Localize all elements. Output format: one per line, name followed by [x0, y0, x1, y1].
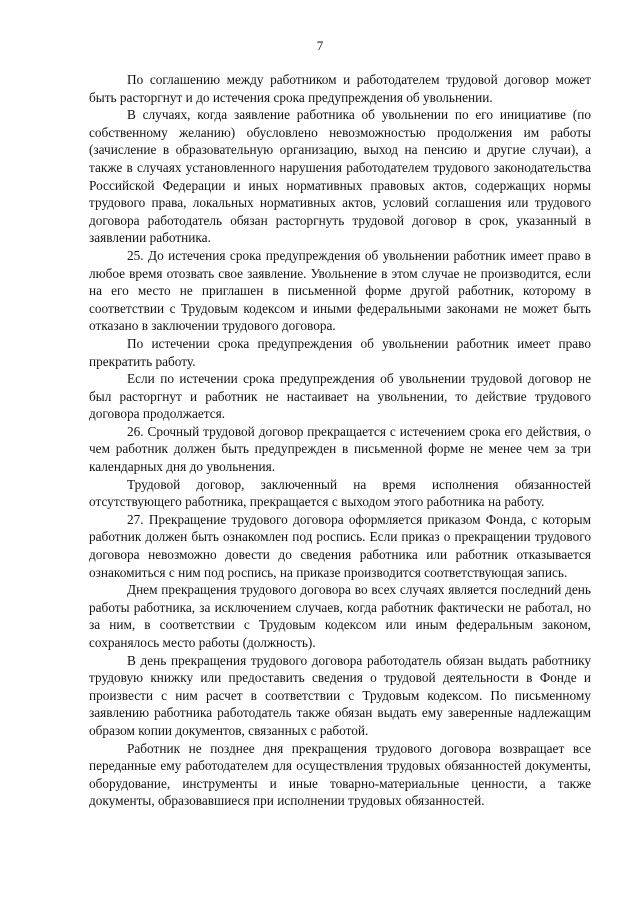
paragraph-return-property: Работник не позднее дня прекращения трудового договора возвращает все переданные ему работодателем для осуществления трудовых обязанностей документы, оборудование, инструменты и иные товарно-материальные ценности, а также документы, образовавшиеся при исполнении трудовых обязанностей. — [89, 740, 591, 809]
paragraph-26-fixed-term: 26. Срочный трудовой договор прекращается с истечением срока его действия, о чем работник должен быть предупрежден в письменной форме не менее чем за три календарных дня до увольнения. — [89, 423, 591, 475]
paragraph-temporary-contract: Трудовой договор, заключенный на время исполнения обязанностей отсутствующего работника, прекращается с выходом этого работника на работу. — [89, 476, 591, 510]
paragraph-contract-continues: Если по истечении срока предупреждения об увольнении трудовой договор не был расторгнут и работник не настаивает на увольнении, то действие трудового договора продолжается. — [89, 371, 591, 422]
paragraph-stop-work: По истечении срока предупреждения об увольнении работник имеет право прекратить работу. — [89, 335, 591, 369]
page-number: 7 — [316, 38, 324, 53]
paragraph-work-record-book: В день прекращения трудового договора работодатель обязан выдать работнику трудовую книжку или предоставить сведения о трудовой деятельности в Фонде и произвести с ним расчет в соответствии с Трудовым кодексом. По письменному заявлению работника работодатель также обязан выдать ему заверенные надлежащим образом копии документов, связанных с работой. — [89, 652, 591, 738]
paragraph-27-order: 27. Прекращение трудового договора оформляется приказом Фонда, с которым работник должен быть ознакомлен под роспись. Если приказ о прекращении трудового договора невозможно довести до сведения работника или работник отказывается ознакомиться с ним под роспись, на приказе производится соответствующая запись. — [89, 511, 591, 580]
paragraph-25-withdraw-notice: 25. До истечения срока предупреждения об увольнении работник имеет право в любое время отозвать свое заявление. Увольнение в этом случае не производится, если на его место не приглашен в письменной форме другой работник, которому в соответствии с Трудовым кодексом и иными федеральными законами не может быть отказано в заключении трудового договора. — [89, 247, 591, 334]
paragraph-employee-initiative: В случаях, когда заявление работника об увольнении по его инициативе (по собственному желанию) обусловлено невозможностью продолжения им работы (зачисление в образовательную организацию, выход на пенсию и другие случаи), а также в случаях установленного нарушения работодателем трудового законодательства Российской Федерации и иных нормативных правовых актов, содержащих нормы трудового права, локальных нормативных актов, условий соглашения или трудового договора работодатель обязан расторгнуть трудовой договор в срок, указанный в заявлении работника. — [89, 107, 591, 246]
document-body — [89, 71, 591, 810]
paragraph-termination-day: Днем прекращения трудового договора во всех случаях является последний день работы работника, за исключением случаев, когда работник фактически не работал, но за ним, в соответствии с Трудовым кодексом или иным федеральным законом, сохранялось место работы (должность). — [89, 582, 591, 650]
paragraph-mutual-agreement: По соглашению между работником и работодателем трудовой договор может быть расторгнут и до истечения срока предупреждения об увольнении. — [89, 72, 591, 105]
